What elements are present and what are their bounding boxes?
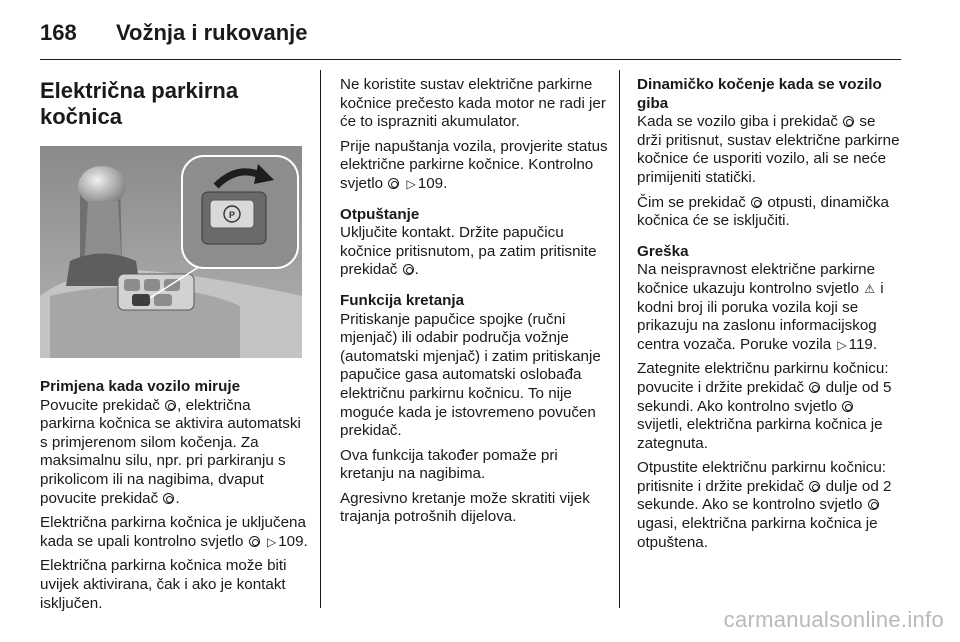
ignition-paragraph: Električna parkirna kočnica može biti uvijek aktivirana, čak i ako je kontakt isključen. (40, 557, 287, 612)
release-heading: Otpuštanje (340, 205, 420, 223)
status-paragraph: Prije napuštanja vozila, provjerite status električne parkirne kočnice. Kontrolno svjetlo ▷ 109. (340, 137, 608, 192)
wear-paragraph: Agresivno kretanje može skratiti vijek trajanja potrošnih dijelova. (340, 489, 590, 526)
parking-brake-symbol-icon (163, 493, 174, 504)
page-reference-icon: ▷ (266, 534, 277, 549)
callout-magnifier-icon (182, 156, 298, 268)
parking-brake-illustration (40, 146, 302, 358)
column-divider-1 (320, 70, 321, 608)
fault-paragraph: Na neispravnost električne parkirne kočnice ukazuju kontrolno svjetlo ⚠ i kodni broj ili poruka vozila koji se prikazuju na zaslonu informacijskog centra vozača. Poruke vozila ▷ 119. (637, 261, 884, 353)
column-divider-2 (619, 70, 620, 608)
apply-paragraph: Povucite prekidač , električna parkirna kočnica se aktivira automatski s primjerenom silom kočenja. Za maksimalnu silu, npr. pri parkiranju s prikolicom ili na nagibima, dvaput povucite prekidač . (40, 396, 301, 507)
warning-light-icon: ⚠ (864, 281, 876, 296)
watermark: carmanualsonline.info (723, 607, 944, 632)
column-1 (40, 76, 308, 619)
parking-brake-symbol-icon (809, 481, 820, 492)
page-link[interactable]: 119. (848, 335, 878, 353)
battery-paragraph: Ne koristite sustav električne parkirne kočnice prečesto kada motor ne radi jer će to isprazniti akumulator. (340, 76, 606, 131)
parking-brake-symbol-icon (249, 536, 260, 547)
header-divider (40, 59, 901, 60)
release-fault-paragraph: Otpustite električnu parkirnu kočnicu: pritisnite i držite prekidač dulje od 2 sekunde. Ako se kontrolno svjetlo ugasi, električna parkirna kočnica je otpuštena. (637, 459, 892, 551)
switch-panel-icon (118, 274, 194, 310)
parking-brake-symbol-icon (388, 178, 399, 189)
parking-brake-symbol-icon (165, 400, 176, 411)
dynamic-braking-paragraph: Kada se vozilo giba i prekidač se drži pritisnut, sustav električne parkirne kočnice će usporiti vozilo, ali se neće primijeniti statički. (637, 113, 900, 186)
column-3 (637, 76, 903, 558)
engaged-paragraph: Električna parkirna kočnica je uključena kada se upali kontrolno svjetlo ▷ 109. (40, 514, 308, 550)
fault-heading: Greška (637, 242, 689, 260)
parking-brake-symbol-icon (842, 401, 853, 412)
svg-text:P: P (228, 210, 236, 220)
page-reference-icon: ▷ (406, 176, 416, 191)
parking-brake-symbol-icon (868, 499, 879, 510)
section-title: Električna parkirna kočnica (40, 78, 239, 129)
parking-brake-symbol-icon (809, 382, 820, 393)
page-link[interactable]: 109. (417, 174, 448, 192)
chapter-title: Vožnja i rukovanje (116, 20, 308, 45)
page-link[interactable]: 109. (278, 532, 308, 550)
drive-away-heading: Funkcija kretanja (340, 291, 465, 309)
column-2 (340, 76, 608, 533)
apply-heading: Primjena kada vozilo miruje (40, 378, 241, 395)
page-header (40, 20, 308, 50)
release-paragraph: Uključite kontakt. Držite papučicu kočnice pritisnutom, pa zatim pritisnite prekidač . (340, 224, 597, 279)
parking-brake-symbol-icon (843, 116, 854, 127)
incline-paragraph: Ova funkcija također pomaže pri kretanju na nagibima. (340, 446, 558, 483)
parking-brake-figure (40, 146, 302, 358)
page-reference-icon: ▷ (837, 337, 847, 352)
parking-brake-symbol-icon (751, 197, 762, 208)
dynamic-release-paragraph: Čim se prekidač otpusti, dinamička kočnica će se isključiti. (637, 193, 889, 230)
parking-brake-symbol-icon (403, 264, 414, 275)
drive-away-paragraph: Pritiskanje papučice spojke (ručni mjenjač) ili odabir područja vožnje (automatski mjenjač) i zatim pritiskanje papučice gasa automatski oslobađa električnu parkirnu kočnicu. To nije moguće kada je istovremeno povučen prekidač. (340, 310, 601, 440)
dynamic-braking-heading: Dinamičko kočenje kada se vozilo giba (637, 76, 882, 112)
apply-fault-paragraph: Zategnite električnu parkirnu kočnicu: povucite i držite prekidač dulje od 5 sekundi. Ako kontrolno svjetlo svijetli, električna parkirna kočnica je zategnuta. (637, 360, 892, 452)
page-number: 168 (40, 20, 77, 45)
